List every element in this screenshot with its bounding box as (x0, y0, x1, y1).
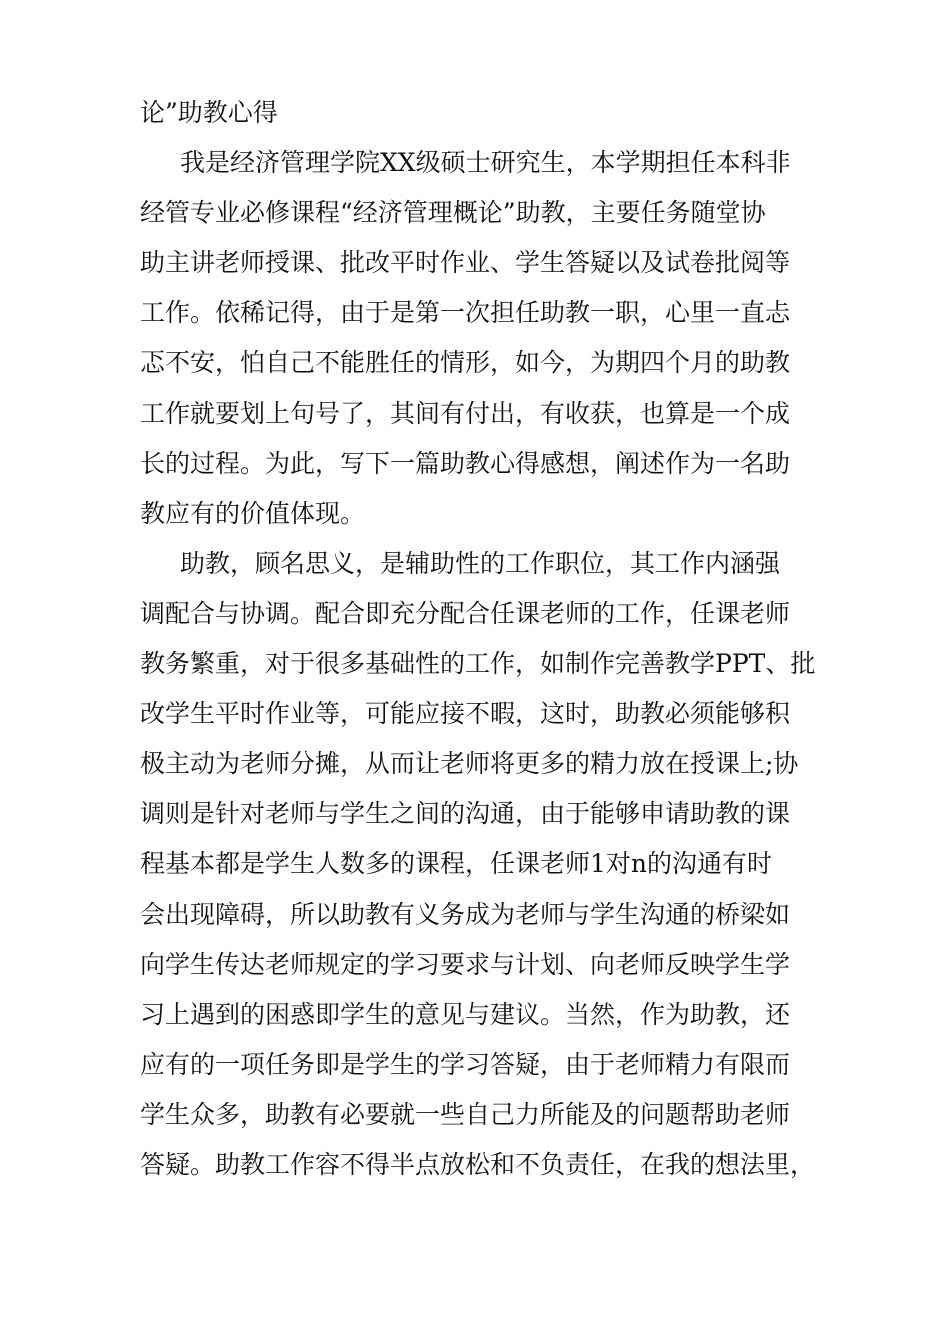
paragraph-line: 向学生传达老师规定的学习要求与计划、向老师反映学生学 (140, 949, 791, 979)
paragraph-1 (140, 144, 830, 532)
paragraph-line: 极主动为老师分摊，从而让老师将更多的精力放在授课上;协 (140, 749, 799, 779)
paragraph-line: 教应有的价值体现。 (140, 498, 366, 528)
paragraph-line: 程基本都是学生人数多的课程，任课老师1对n的沟通有时 (140, 849, 773, 879)
paragraph-line: 工作就要划上句号了，其间有付出，有收获，也算是一个成 (140, 398, 791, 428)
title-fragment: 论”助教心得 (140, 98, 278, 127)
paragraph-line: 经管专业必修课程“经济管理概论”助教，主要任务随堂协 (140, 198, 766, 228)
paragraph-line: 我是经济管理学院XX级硕士研究生，本学期担任本科非 (180, 148, 791, 178)
paragraph-line: 助教，顾名思义，是辅助性的工作职位，其工作内涵强 (180, 548, 781, 578)
paragraph-line: 学生众多，助教有必要就一些自己力所能及的问题帮助老师 (140, 1099, 791, 1129)
paragraph-line: 会出现障碍，所以助教有义务成为老师与学生沟通的桥梁如 (140, 899, 791, 929)
paragraph-line: 长的过程。为此，写下一篇助教心得感想，阐述作为一名助 (140, 448, 791, 478)
paragraph-line: 改学生平时作业等，可能应接不暇，这时，助教必须能够积 (140, 699, 791, 729)
paragraph-line: 助主讲老师授课、批改平时作业、学生答疑以及试卷批阅等 (140, 248, 791, 278)
paragraph-line: 调则是针对老师与学生之间的沟通，由于能够申请助教的课 (140, 799, 791, 829)
paragraph-line: 工作。依稀记得，由于是第一次担任助教一职，心里一直忐 (140, 298, 791, 328)
paragraph-line: 教务繁重，对于很多基础性的工作，如制作完善教学PPT、批 (140, 649, 816, 679)
document-body (140, 94, 830, 1196)
paragraph-line: 答疑。助教工作容不得半点放松和不负责任，在我的想法里， (140, 1149, 816, 1179)
paragraph-2 (140, 545, 830, 1183)
paragraph-line: 应有的一项任务即是学生的学习答疑，由于老师精力有限而 (140, 1049, 791, 1079)
paragraph-line: 忑不安，怕自己不能胜任的情形，如今，为期四个月的助教 (140, 348, 791, 378)
paragraph-line: 调配合与协调。配合即充分配合任课老师的工作，任课老师 (140, 598, 791, 628)
paragraph-line: 习上遇到的困惑即学生的意见与建议。当然，作为助教，还 (140, 999, 791, 1029)
